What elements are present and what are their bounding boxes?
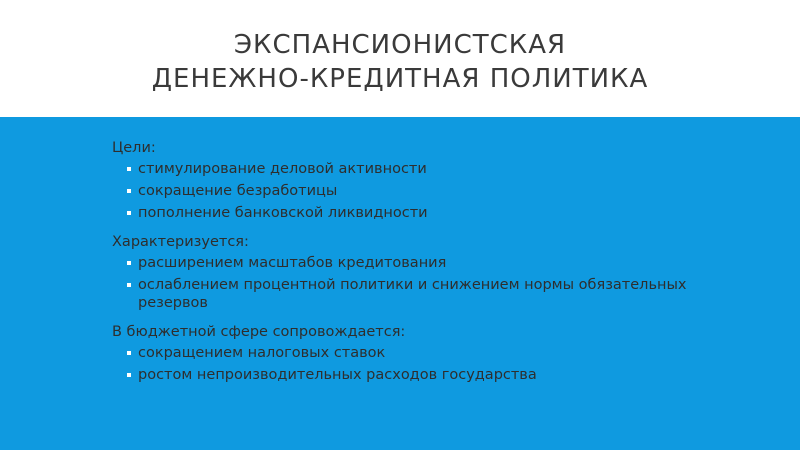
title-line-2: ДЕНЕЖНО-КРЕДИТНАЯ ПОЛИТИКА	[151, 64, 649, 94]
list-item: сокращение безработицы	[112, 182, 712, 200]
bullet-list	[112, 344, 712, 384]
section-budget	[112, 322, 712, 384]
section-goals	[112, 138, 712, 222]
section-heading: В бюджетной сфере сопровождается:	[112, 324, 406, 340]
list-item: ослаблением процентной политики и снижением нормы обязательных резервов	[112, 276, 712, 312]
bullet-square-icon	[127, 211, 131, 215]
list-item: сокращением налоговых ставок	[112, 344, 712, 362]
section-characteristics	[112, 232, 712, 312]
list-item: пополнение банковской ликвидности	[112, 204, 712, 222]
bullet-square-icon	[127, 283, 131, 287]
section-heading: Цели:	[112, 140, 156, 156]
list-item: стимулирование деловой активности	[112, 160, 712, 178]
bullet-square-icon	[127, 189, 131, 193]
list-item: расширением масштабов кредитования	[112, 254, 712, 272]
bullet-list	[112, 160, 712, 222]
slide-title	[0, 28, 800, 96]
bullet-square-icon	[127, 373, 131, 377]
list-item: ростом непроизводительных расходов государства	[112, 366, 712, 384]
bullet-square-icon	[127, 351, 131, 355]
title-line-1: ЭКСПАНСИОНИСТСКАЯ	[233, 30, 567, 60]
section-heading: Характеризуется:	[112, 234, 249, 250]
slide-content	[112, 138, 712, 394]
bullet-square-icon	[127, 261, 131, 265]
bullet-list	[112, 254, 712, 312]
bullet-square-icon	[127, 167, 131, 171]
